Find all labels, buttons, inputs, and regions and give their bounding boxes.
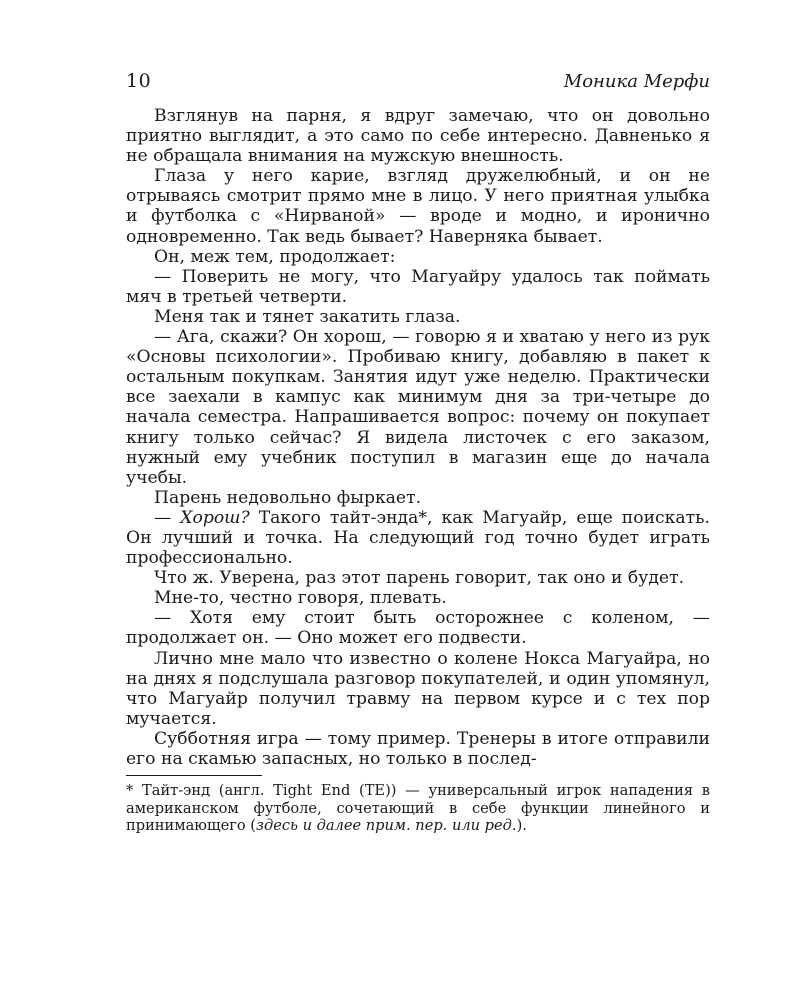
paragraph: Глаза у него карие, взгляд дружелюбный, и он не отрываясь смотрит прямо мне в лицо. У него приятная улыбка и футболка с «Нирваной» — вроде и модно, и иронично одновременно. Так ведь бывает? Наверняка бывает. <box>126 166 710 247</box>
paragraph: — Ага, скажи? Он хорош, — говорю я и хватаю у него из рук «Основы психологии». Пробиваю книгу, добавляю в пакет к остальным покупкам. Занятия идут уже неделю. Практически все заехали в кампус как минимум дня за три-четыре до начала семестра. Напрашивается вопрос: почему он покупает книгу только сейчас? Я видела листочек с его заказом, нужный ему учебник поступил в магазин еще до начала учебы. <box>126 327 710 488</box>
paragraph: Взглянув на парня, я вдруг замечаю, что он довольно приятно выглядит, а это само по себе интересно. Давненько я не обращала внимания на мужскую внешность. <box>126 106 710 167</box>
book-page <box>126 70 710 835</box>
paragraph-rest: Такого тайт-энда*, как Магуайр, еще поискать. Он лучший и точка. На следующий год точно будет играть профессионально. <box>126 507 710 569</box>
footnote-suffix: ). <box>516 817 527 835</box>
paragraph: Что ж. Уверена, раз этот парень говорит, так оно и будет. <box>154 568 685 589</box>
page-number: 10 <box>126 70 152 92</box>
paragraph-with-emphasis <box>126 508 710 568</box>
footnote-divider <box>126 775 262 776</box>
paragraph: Он, меж тем, продолжает: <box>154 246 396 267</box>
footnote-text: * Тайт-энд (англ. Tight End (TE)) — универсальный игрок нападения в американском футболе, сочетающий в себе функции линейного и принимающего ( <box>126 782 710 835</box>
body-text <box>126 106 710 769</box>
running-head-author: Моника Мерфи <box>563 71 710 92</box>
footnote <box>126 782 710 835</box>
paragraph: — Поверить не могу, что Магуайру удалось так поймать мяч в третьей четверти. <box>126 266 710 307</box>
paragraph: — Хотя ему стоит быть осторожнее с коленом, — продолжает он. — Оно может его подвести. <box>126 608 710 649</box>
paragraph: Субботняя игра — тому пример. Тренеры в итоге отправили его на скамью запасных, но только в послед- <box>126 728 710 769</box>
paragraph: Парень недовольно фыркает. <box>154 487 422 508</box>
dialogue-dash: — <box>154 507 181 528</box>
running-head <box>126 70 710 98</box>
paragraph: Меня так и тянет закатить глаза. <box>154 306 461 327</box>
footnote-italic: здесь и далее прим. пер. или ред. <box>255 817 517 835</box>
paragraph: Лично мне мало что известно о колене Нокса Магуайра, но на днях я подслушала разговор покупателей, и один упомянул, что Магуайр получил травму на первом курсе и с тех пор мучается. <box>126 648 710 729</box>
emphasis-text: Хорош? <box>180 507 250 528</box>
paragraph: Мне-то, честно говоря, плевать. <box>154 588 447 609</box>
